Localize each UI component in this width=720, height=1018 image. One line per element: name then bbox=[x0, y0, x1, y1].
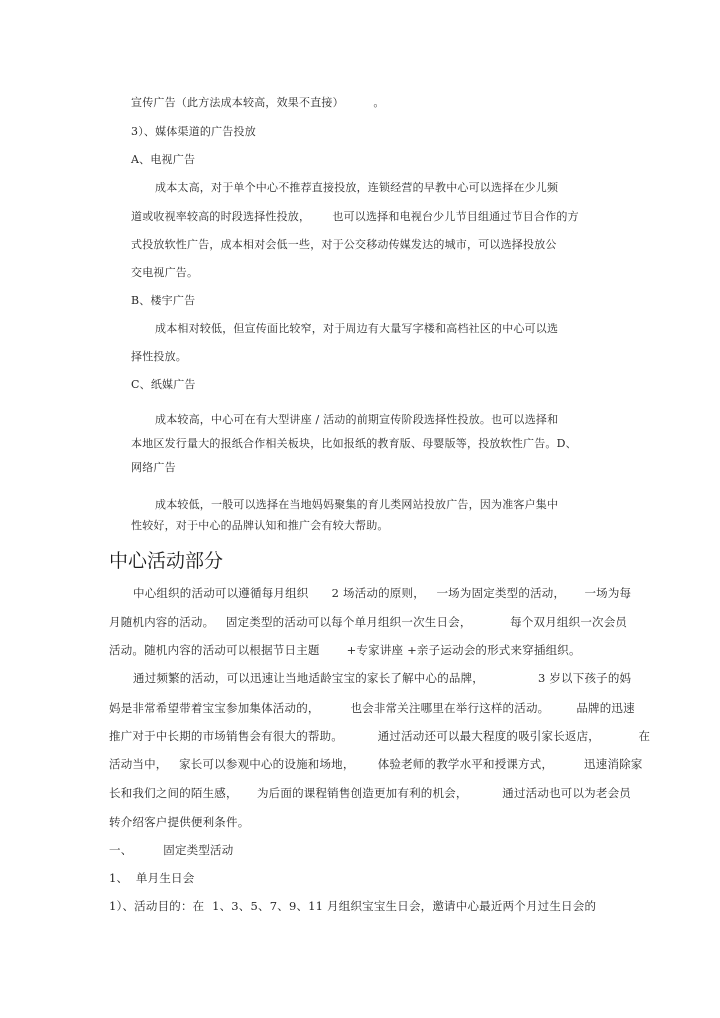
paragraph-line: 妈是非常希望带着宝宝参加集体活动的， 也会非常关注哪里在举行这样的活动。 品牌的迅速 bbox=[109, 701, 635, 715]
paragraph-line: 道或收视率较高的时段选择性投放， 也可以选择和电视台少儿节目组通过节目合作的方 bbox=[131, 210, 579, 223]
paragraph-line: 择性投放。 bbox=[131, 350, 187, 363]
paragraph-line: 成本较高，中心可在有大型讲座 / 活动的前期宣传阶段选择性投放。也可以选择和 bbox=[155, 413, 559, 426]
paragraph-line: 成本相对较低，但宣传面比较窄，对于周边有大量写字楼和高档社区的中心可以选 bbox=[155, 322, 559, 335]
section-heading: 中心活动部分 bbox=[109, 550, 224, 572]
paragraph-line: 成本太高，对于单个中心不推荐直接投放，连锁经营的早教中心可以选择在少儿频 bbox=[155, 181, 559, 194]
subsection-title-web: 网络广告 bbox=[131, 461, 176, 474]
section-item-title: 3）、媒体渠道的广告投放 bbox=[131, 125, 256, 138]
paragraph-line: 中心组织的活动可以遵循每月组织 2 场活动的原则， 一场为固定类型的活动， 一场为每 bbox=[133, 586, 632, 600]
paragraph-line: 1）、活动目的：在 1、3、5、7、9、11 月组织宝宝生日会，邀请中心最近两个月过生日会的 bbox=[109, 899, 597, 913]
list-heading: 一、 固定类型活动 bbox=[109, 843, 234, 857]
paragraph-line: 性较好，对于中心的品牌认知和推广会有较大帮助。 bbox=[131, 519, 389, 532]
paragraph-line: 通过频繁的活动，可以迅速让当地适龄宝宝的家长了解中心的品牌， 3 岁以下孩子的妈 bbox=[133, 671, 632, 685]
subsection-title-tv: A、电视广告 bbox=[131, 153, 196, 166]
paragraph-line: 成本较低，一般可以选择在当地妈妈聚集的育儿类网站投放广告，因为准客户集中 bbox=[155, 498, 559, 511]
paragraph-line: 活动。随机内容的活动可以根据节日主题 +专家讲座 +亲子运动会的形式来穿插组织。 bbox=[109, 643, 581, 657]
paragraph-line: 转介绍客户提供便利条件。 bbox=[109, 815, 250, 829]
paragraph-line: 推广对于中长期的市场销售会有很大的帮助。 通过活动还可以最大程度的吸引家长返店， 在 bbox=[109, 729, 651, 743]
paragraph-line: 长和我们之间的陌生感， 为后面的课程销售创造更加有利的机会， 通过活动也可以为老会员 bbox=[109, 786, 631, 800]
paragraph-line: 月随机内容的活动。 固定类型的活动可以每个单月组织一次生日会， 每个双月组织一次会员 bbox=[109, 615, 628, 629]
paragraph-line: 宣传广告（此方法成本较高，效果不直接） 。 bbox=[131, 96, 385, 109]
paragraph-line: 本地区发行量大的报纸合作相关板块，比如报纸的教育版、母婴版等，投放软性广告。D、 bbox=[131, 437, 577, 450]
subsection-title-building: B、楼宇广告 bbox=[131, 294, 196, 307]
paragraph-line: 交电视广告。 bbox=[131, 266, 199, 279]
list-item-title: 1、 单月生日会 bbox=[109, 871, 195, 885]
paragraph-line: 活动当中， 家长可以参观中心的设施和场地， 体验老师的教学水平和授课方式， 迅速消除家 bbox=[109, 757, 643, 771]
paragraph-line: 式投放软性广告，成本相对会低一些，对于公交移动传媒发达的城市，可以选择投放公 bbox=[131, 238, 557, 251]
subsection-title-print: C、纸媒广告 bbox=[131, 378, 196, 391]
